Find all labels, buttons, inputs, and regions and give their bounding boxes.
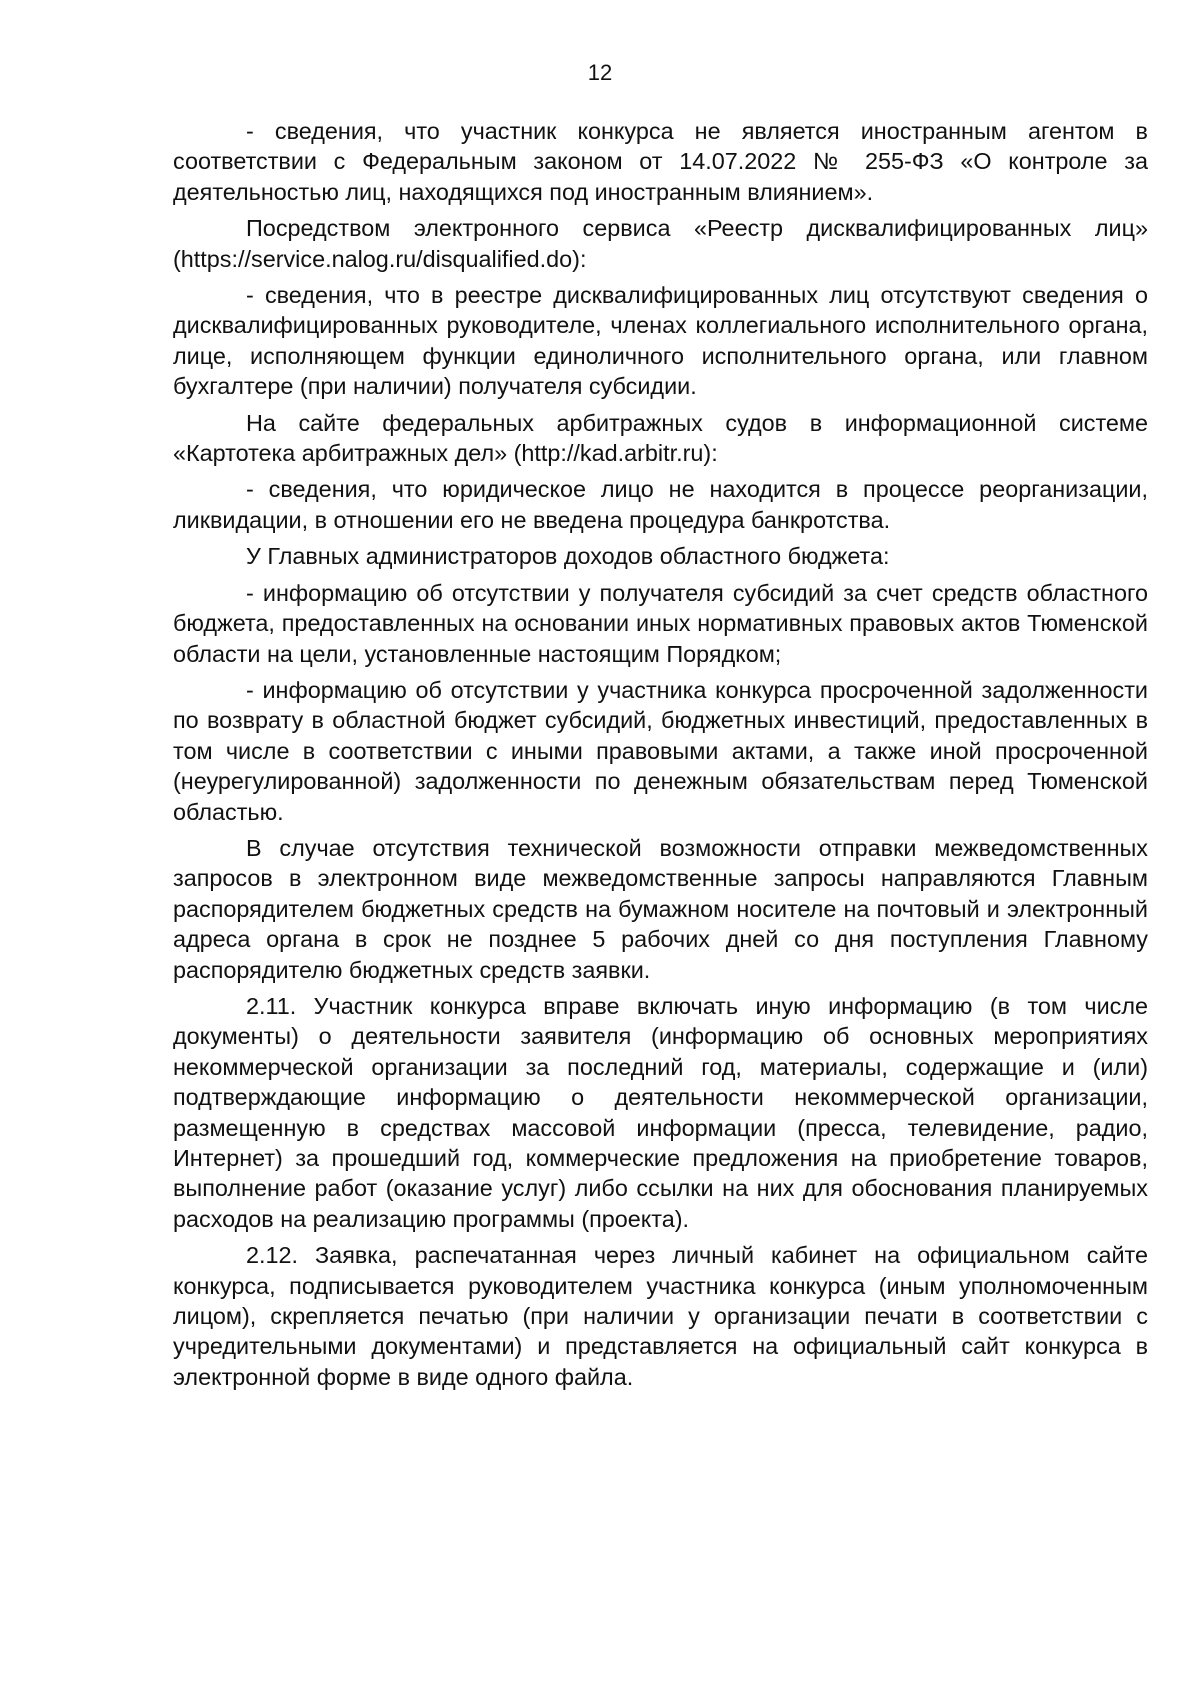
- page-number: 12: [587, 60, 613, 85]
- paragraph-foreign-agent-info: - сведения, что участник конкурса не является иностранным агентом в соответствии с Федеральным законом от 14.07.2022 № 255-ФЗ «О контроле за деятельностью лиц, находящихся под иностранным влиянием».: [173, 118, 1148, 205]
- paragraph-disqualified-persons-info: - сведения, что в реестре дисквалифицированных лиц отсутствуют сведения о дисквалифицированных руководителе, членах коллегиального исполнительного органа, лице, исполняющем функции единоличного исполнительного органа, или главном бухгалтере (при наличии) получателя субсидии.: [173, 282, 1148, 400]
- paragraph-overdue-debt-info: - информацию об отсутствии у участника конкурса просроченной задолженности по возврату в областной бюджет субсидий, бюджетных инвестиций, предоставленных в том числе в соответствии с иными правовыми актами, а также иной просроченной (неурегулированной) задолженности по денежным обязательствам перед Тюменской областью.: [173, 676, 1148, 825]
- paragraph-disqualified-registry-service: Посредством электронного сервиса «Реестр дисквалифицированных лиц» (https://service.nalog.ru/disqualified.do):: [173, 215, 1148, 272]
- document-body: [173, 116, 1148, 1392]
- paragraph-reorganization-info: - сведения, что юридическое лицо не находится в процессе реорганизации, ликвидации, в отношении его не введена процедура банкротства.: [173, 476, 1148, 533]
- paragraph-section-2-12: 2.12. Заявка, распечатанная через личный кабинет на официальном сайте конкурса, подписывается руководителем участника конкурса (иным уполномоченным лицом), скрепляется печатью (при наличии у организации печати в соответствии с учредительными документами) и представляется на официальный сайт конкурса в электронной форме в виде одного файла.: [173, 1242, 1148, 1390]
- paragraph-subsidy-absence-info: - информацию об отсутствии у получателя субсидий за счет средств областного бюджета, предоставленных на основании иных нормативных правовых актов Тюменской области на цели, установленные настоящим Порядком;: [173, 579, 1148, 667]
- paragraph-arbitration-courts-site: На сайте федеральных арбитражных судов в информационной системе «Картотека арбитражных дел» (http://kad.arbitr.ru):: [173, 409, 1148, 467]
- paragraph-revenue-administrators: У Главных администраторов доходов областного бюджета:: [246, 543, 890, 570]
- paragraph-section-2-11: 2.11. Участник конкурса вправе включать иную информацию (в том числе документы) о деятельности заявителя (информацию об основных мероприятиях некоммерческой организации за последний год, материалы, содержащие и (или) подтверждающие информацию о деятельности некоммерческой организации, размещенную в средствах массовой информации (пресса, телевидение, радио, Интернет) за прошедший год, коммерческие предложения на приобретение товаров, выполнение работ (оказание услуг) либо ссылки на них для обоснования планируемых расходов на реализацию программы (проекта).: [173, 992, 1148, 1232]
- paragraph-paper-requests: В случае отсутствия технической возможности отправки межведомственных запросов в электронном виде межведомственные запросы направляются Главным распорядителем бюджетных средств на бумажном носителе на почтовый и электронный адреса органа в срок не позднее 5 рабочих дней со дня поступления Главному распорядителю бюджетных средств заявки.: [173, 834, 1148, 983]
